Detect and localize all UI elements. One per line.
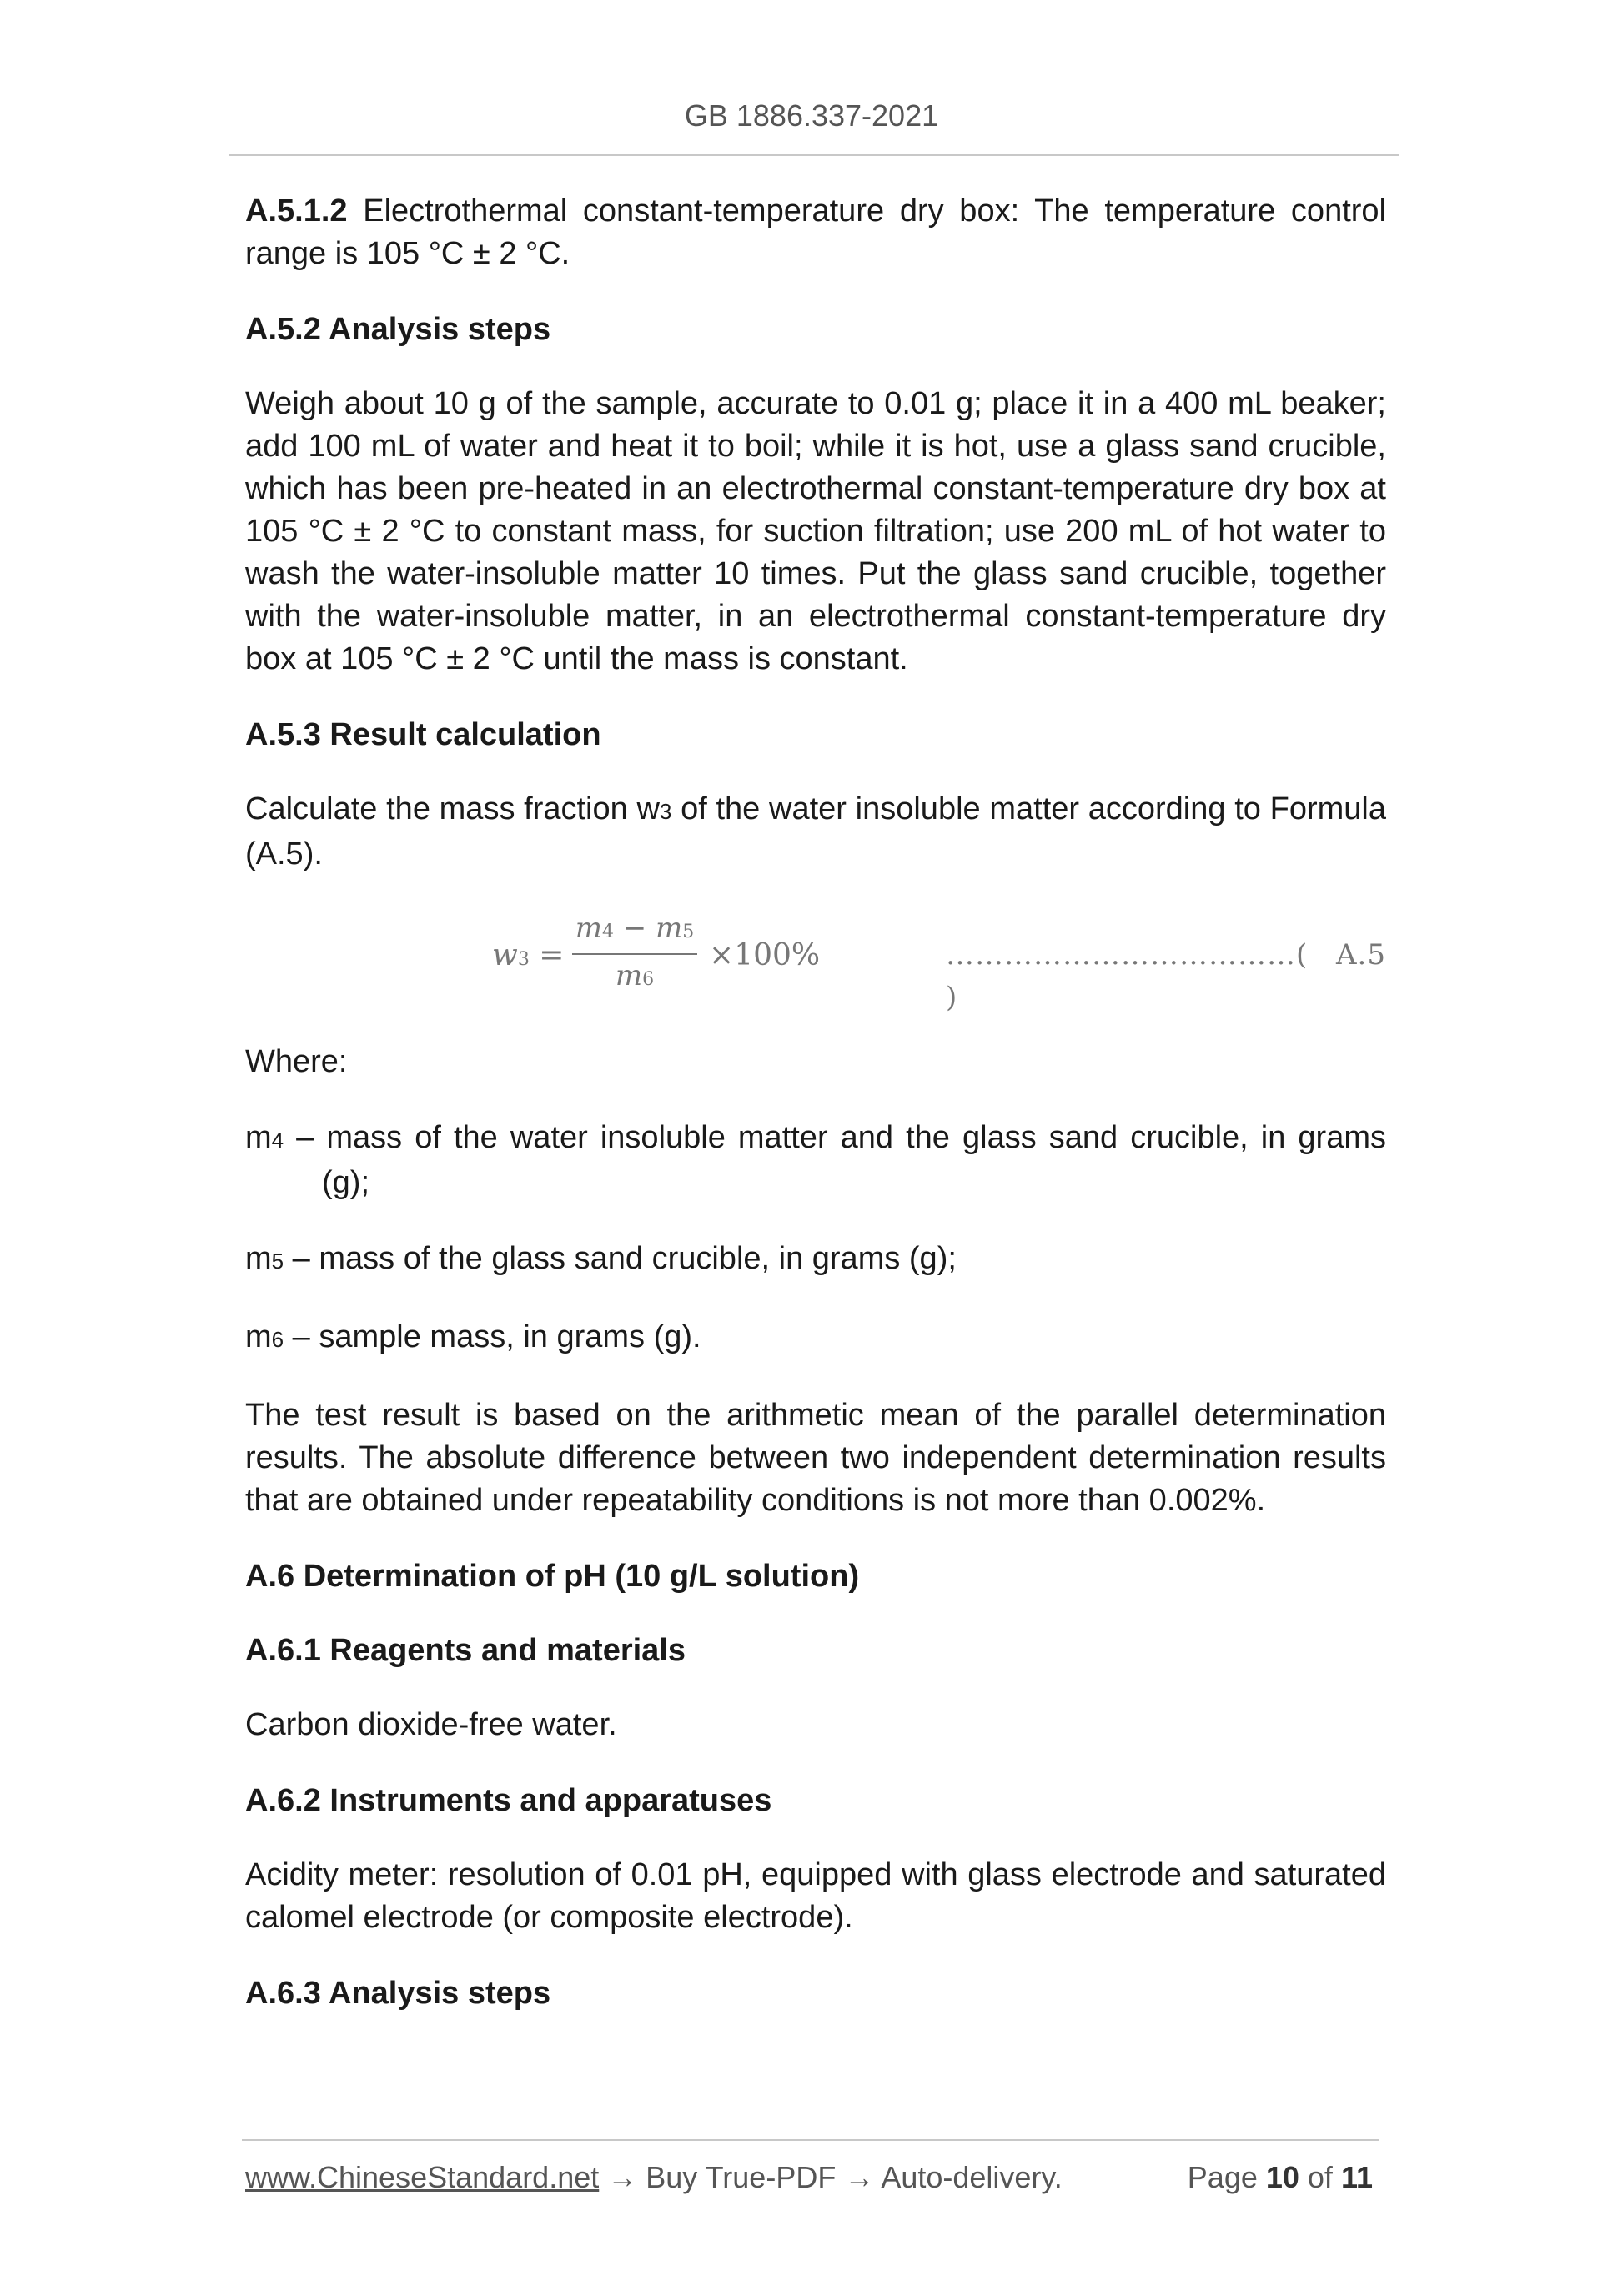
clause-label: A.5.1.2 xyxy=(245,193,348,229)
paragraph-a512 xyxy=(245,190,1386,275)
formula-fraction xyxy=(572,909,697,999)
page-content xyxy=(245,190,1386,2047)
footer-left xyxy=(245,2160,1063,2195)
heading-a52: A.5.2 Analysis steps xyxy=(245,312,551,347)
heading-a62: A.6.2 Instruments and apparatuses xyxy=(245,1783,772,1818)
site-link[interactable]: www.ChineseStandard.net xyxy=(245,2160,600,2194)
where-label: Where: xyxy=(245,1044,348,1079)
definition-m5: m5 – mass of the glass sand crucible, in grams (g); xyxy=(245,1241,957,1276)
paragraph-a62: Acidity meter: resolution of 0.01 pH, equipped with glass electrode and saturated calomel electrode (or composite electrode). xyxy=(245,1857,1386,1935)
total-pages: 11 xyxy=(1340,2160,1373,2194)
heading-a53: A.5.3 Result calculation xyxy=(245,717,601,752)
formula-denominator: m6 xyxy=(615,959,655,992)
footer-tagline: → Buy True-PDF → Auto-delivery. xyxy=(599,2160,1063,2194)
page-indicator: Page 10 of 11 xyxy=(1187,2160,1373,2194)
paragraph-a61: Carbon dioxide-free water. xyxy=(245,1707,617,1742)
page-footer xyxy=(245,2160,1379,2202)
paragraph-result: The test result is based on the arithmetic mean of the parallel determination results. The absolute difference between two independent determination results that are obtained under repeatability conditions is not more than 0.002%. xyxy=(245,1398,1386,1518)
heading-a6: A.6 Determination of pH (10 g/L solution) xyxy=(245,1559,860,1594)
doc-id-header: GB 1886.337-2021 xyxy=(684,98,939,133)
header-divider xyxy=(229,154,1399,156)
current-page: 10 xyxy=(1265,2160,1299,2194)
formula-number: ………………………………( A.5 ) xyxy=(946,938,1386,1014)
heading-a63: A.6.3 Analysis steps xyxy=(245,1976,551,2011)
fraction-bar xyxy=(572,953,697,955)
formula-lhs: w3 = xyxy=(492,938,565,972)
heading-a61: A.6.1 Reagents and materials xyxy=(245,1633,686,1668)
formula-numerator: m4 − m5 xyxy=(575,912,695,945)
definition-m4: m4 – mass of the water insoluble matter and the glass sand crucible, in grams (g); xyxy=(245,1120,1386,1200)
clause-text: Electrothermal constant-temperature dry box: The temperature control range is 105 °C ± 2 °C. xyxy=(245,193,1386,271)
paragraph-a53: Calculate the mass fraction w3 of the water insoluble matter according to Formula (A.5). xyxy=(245,791,1386,872)
footer-divider xyxy=(242,2139,1379,2141)
paragraph-a52: Weigh about 10 g of the sample, accurate to 0.01 g; place it in a 400 mL beaker; add 100 mL of water and heat it to boil; while it is hot, use a glass sand crucible, which has been pre-heated in an electrothermal constant-temperature dry box at 105 °C ± 2 °C to constant mass, for suction filtration; use 200 mL of hot water to wash the water-insoluble matter 10 times. Put the glass sand crucible, together with the water-insoluble matter, in an electrothermal constant-temperature dry box at 105 °C ± 2 °C until the mass is constant. xyxy=(245,386,1386,676)
formula-a5 xyxy=(245,909,1386,1014)
definition-m6: m6 – sample mass, in grams (g). xyxy=(245,1319,701,1354)
formula-multiplier: ×100% xyxy=(709,938,821,972)
